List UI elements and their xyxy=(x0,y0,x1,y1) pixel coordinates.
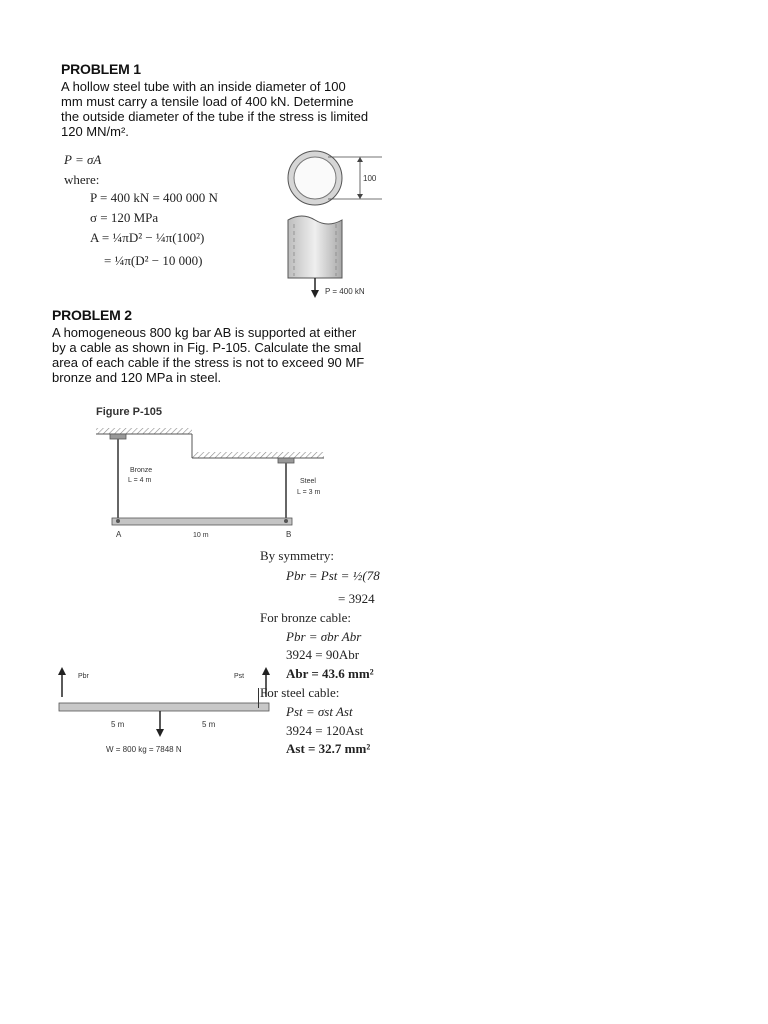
fbd-left-force-label: Pbr xyxy=(78,673,89,680)
fbd-weight-label: W = 800 kg = 7848 N xyxy=(106,745,182,754)
problem-2-line-3: area of each cable if the stress is not to exceed 90 MF xyxy=(52,355,365,370)
problem-2-line-1: A homogeneous 800 kg bar AB is supported at either xyxy=(52,325,357,340)
solution-2-steel-formula: Pst = σst Ast xyxy=(286,704,353,719)
solution-2-bronze-heading: For bronze cable: xyxy=(260,610,351,625)
solution-2-steel-result: Ast = 32.7 mm² xyxy=(286,741,371,756)
tube-dimension-label: 100 xyxy=(363,174,377,183)
problem-1-line-2: mm must carry a tensile load of 400 kN. Determine xyxy=(61,94,354,109)
figure-p105-title: Figure P-105 xyxy=(96,406,163,418)
span-label: 10 m xyxy=(193,532,209,539)
solution-2-symmetry: By symmetry: xyxy=(260,548,335,563)
fbd-right-span: 5 m xyxy=(202,720,216,729)
solution-1-formula: P = σA xyxy=(64,152,102,167)
problem-1-line-1: A hollow steel tube with an inside diameter of 100 xyxy=(61,79,346,94)
solution-1-load: P = 400 kN = 400 000 N xyxy=(90,190,218,205)
solution-1-area: A = ¼πD² − ¼π(100²) xyxy=(90,230,205,245)
problem-2-text xyxy=(52,325,385,385)
problem-2-line-2: by a cable as shown in Fig. P-105. Calculate the smal xyxy=(52,340,362,355)
solution-bracket-line xyxy=(258,688,259,708)
solution-2-force-value: = 3924 xyxy=(338,591,375,606)
solution-2-bronze-result: Abr = 43.6 mm² xyxy=(286,666,374,681)
fbd-right-force-label: Pst xyxy=(234,673,245,680)
problem-2-solution xyxy=(258,548,384,763)
solution-2-bronze-formula: Pbr = σbr Abr xyxy=(286,629,362,644)
problem-2-heading: PROBLEM 2 xyxy=(52,307,132,323)
solution-2-bronze-substitution: 3924 = 90Abr xyxy=(286,647,360,662)
problem-1-line-4: 120 MN/m². xyxy=(61,124,129,139)
solution-2-steel-heading: For steel cable: xyxy=(260,685,340,700)
solution-1-where: where: xyxy=(64,172,100,187)
solution-1-area-simplified: = ¼π(D² − 10 000) xyxy=(104,253,203,268)
hollow-tube-figure xyxy=(278,150,390,302)
solution-1-stress: σ = 120 MPa xyxy=(90,210,159,225)
solution-2-steel-substitution: 3924 = 120Ast xyxy=(286,723,364,738)
point-a-label: A xyxy=(116,530,122,539)
tube-load-label: P = 400 kN xyxy=(325,287,365,296)
problem-1-text xyxy=(61,79,387,139)
problem-1-line-3: the outside diameter of the tube if the stress is limited xyxy=(61,109,369,124)
point-b-label: B xyxy=(286,530,292,539)
problem-1-heading: PROBLEM 1 xyxy=(61,61,141,77)
bronze-length: L = 4 m xyxy=(128,477,152,484)
bronze-label: Bronze xyxy=(130,467,153,474)
solution-2-force-equal: Pbr = Pst = ½(78 xyxy=(286,568,380,583)
problem-2-line-4: bronze and 120 MPa in steel. xyxy=(52,370,222,385)
steel-length: L = 3 m xyxy=(297,489,321,496)
fbd-left-span: 5 m xyxy=(111,720,125,729)
steel-label: Steel xyxy=(300,478,316,485)
